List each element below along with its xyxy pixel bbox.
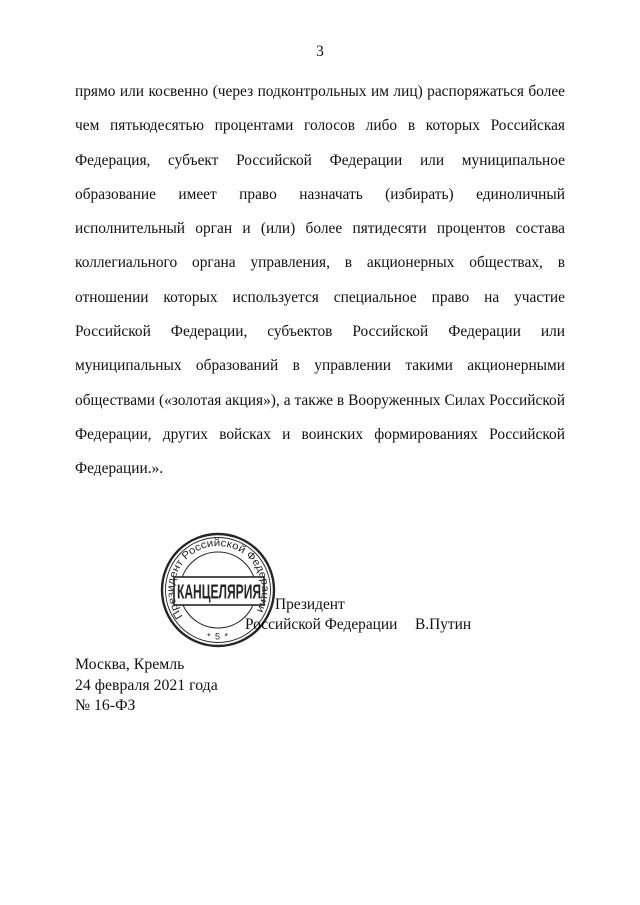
body-line: отношении которых используется специальное право на участие	[75, 288, 565, 306]
body-line: чем пятьюдесятью процентами голосов либо в которых Российская	[75, 117, 565, 135]
footer-place: Москва, Кремль	[75, 656, 185, 673]
body-line: Федерация, субъект Российской Федерации или муниципальное	[75, 151, 565, 169]
footer-date: 24 февраля 2021 года	[75, 677, 218, 694]
stamp-seal	[158, 530, 278, 650]
body-line: Российской Федерации, субъектов Российской Федерации или	[75, 323, 565, 341]
stamp-ring-text: Президент Российской Федерации	[164, 536, 272, 622]
body-line: образование имеет право назначать (избирать) единоличный	[75, 185, 565, 203]
signature-title-line-1: Президент	[275, 596, 345, 613]
body-line: Федерации, других войсках и воинских формированиях Российской	[75, 425, 565, 443]
body-line: исполнительный орган и (или) более пятидесяти процентов состава	[75, 220, 565, 238]
footer-law-number: № 16-ФЗ	[75, 697, 136, 714]
signature-title-line-2: Российской Федерации	[245, 616, 398, 633]
body-line: коллегиального органа управления, в акционерных обществах, в	[75, 254, 565, 272]
body-line-last: Федерации.».	[75, 460, 164, 478]
stamp-center-text: КАНЦЕЛЯРИЯ	[177, 581, 261, 604]
stamp-bottom-text: * 5 *	[206, 631, 230, 642]
body-line: муниципальных образований в управлении такими акционерными	[75, 357, 565, 375]
body-paragraph	[75, 75, 565, 487]
body-line: обществами («золотая акция»), а также в Вооруженных Силах Российской	[75, 391, 565, 409]
signature-name: В.Путин	[415, 616, 472, 633]
body-line: прямо или косвенно (через подконтрольных им лиц) распоряжаться более	[75, 83, 565, 100]
page-number: 3	[316, 43, 324, 60]
